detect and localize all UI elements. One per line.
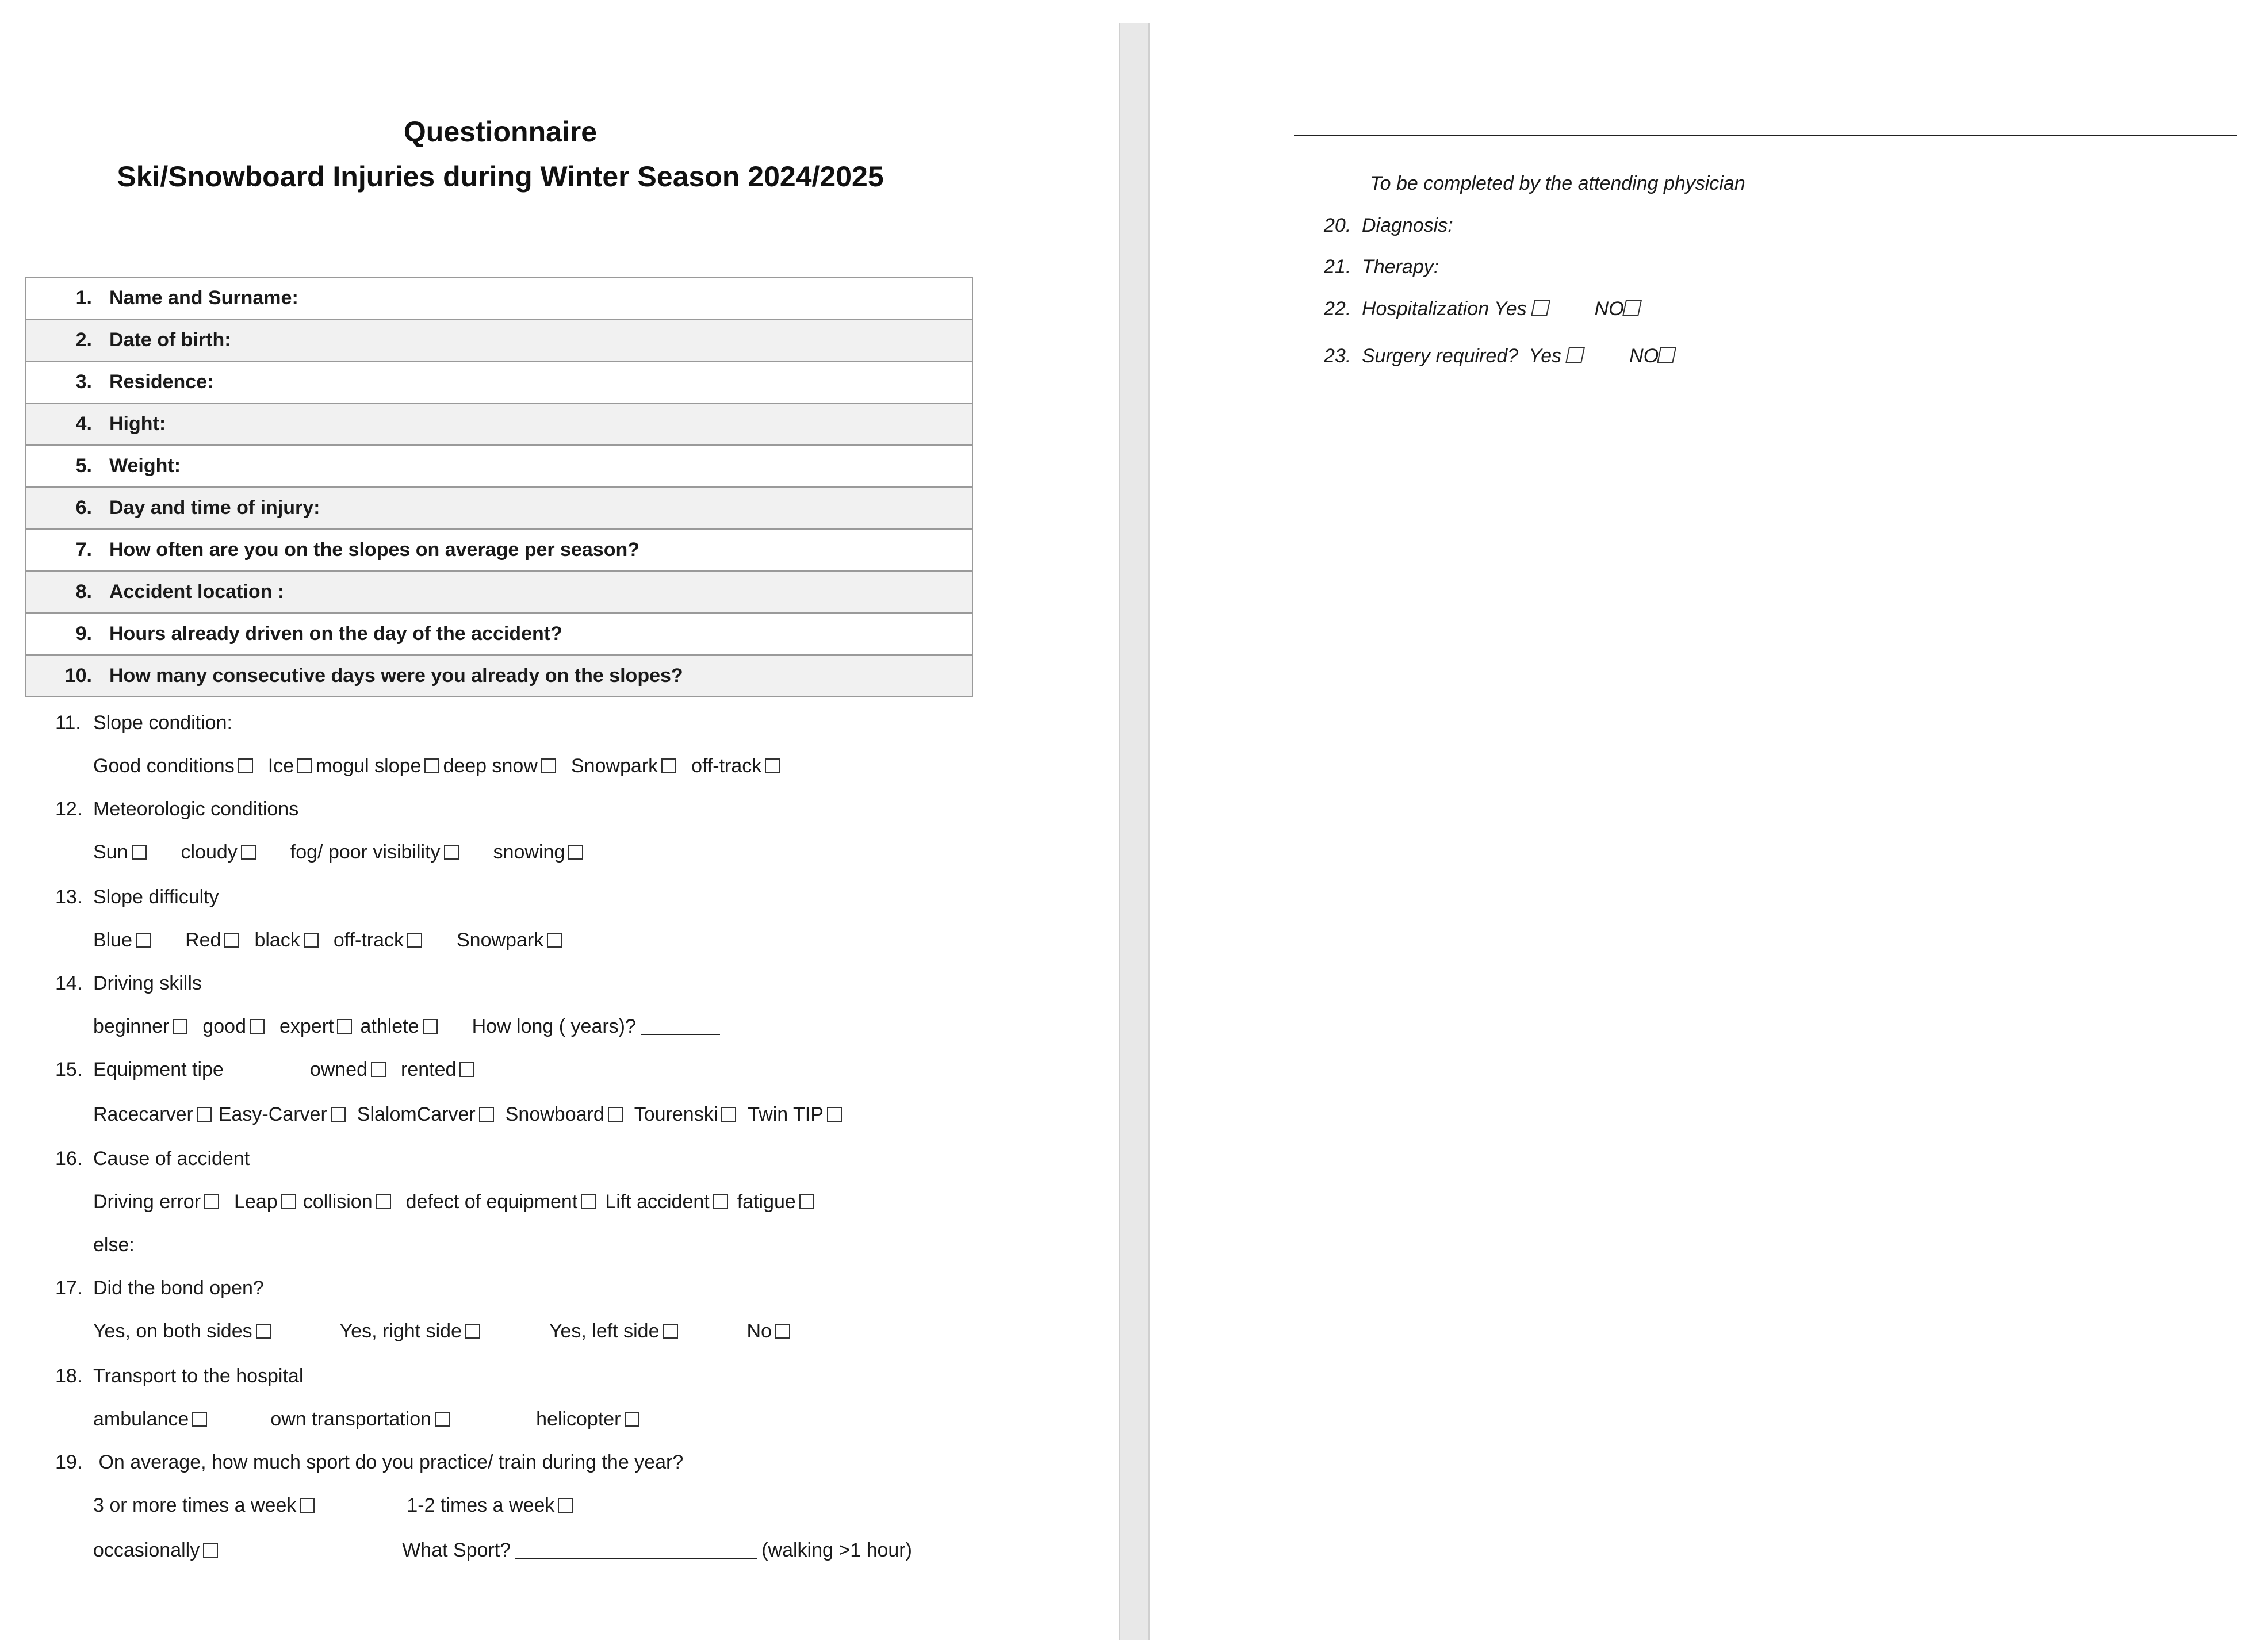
question-label: Residence: [109,371,214,393]
question-20: 20. Diagnosis: [1324,214,1453,236]
checkbox-cloudy[interactable] [241,845,256,860]
horizontal-rule [1294,135,2237,136]
question-number: 8. [75,581,92,603]
question-12: 12. Meteorologic conditions [55,798,299,820]
table-row [25,445,972,487]
checkbox-beginner[interactable] [173,1019,187,1034]
how-long-blank[interactable] [641,1034,720,1035]
page-left [0,0,1119,1652]
title-subtitle: Ski/Snowboard Injuries during Winter Season 2024/2025 [117,160,884,193]
question-13: 13. Slope difficulty [55,886,219,908]
table-row [25,403,972,445]
physician-heading: To be completed by the attending physician [1370,173,1745,194]
checkbox-ice[interactable] [297,758,312,773]
table-row [25,655,972,697]
question-16-options: Driving error Leap collision defect of equipment Lift accident fatigue [93,1191,814,1213]
checkbox-snowpark[interactable] [661,758,676,773]
question-number: 1. [75,287,92,309]
page-divider [1119,23,1150,1640]
checkbox-3-or-more[interactable] [300,1498,315,1513]
table-row [25,487,972,529]
question-label: Hight: [109,413,166,435]
checkbox-left-side[interactable] [663,1324,678,1339]
question-label: Accident location : [109,581,285,603]
checkbox-deep-snow[interactable] [541,758,556,773]
checkbox-expert[interactable] [337,1019,352,1034]
question-number: 5. [75,455,92,477]
checkbox-occasionally[interactable] [203,1543,218,1558]
question-21: 21. Therapy: [1324,256,1439,278]
checkbox-sun[interactable] [132,845,147,860]
checkbox-rented[interactable] [459,1062,474,1077]
question-19-options-row1: 3 or more times a week 1-2 times a week [93,1494,573,1517]
table-row [25,277,972,319]
question-11-options: Good conditions Ice mogul slope deep snow Snowpark off-track [93,755,780,777]
checkbox-helicopter[interactable] [625,1412,639,1427]
question-field[interactable] [25,277,972,319]
question-17: 17. Did the bond open? [55,1277,264,1299]
page-right [1148,0,2244,1652]
checkbox-ambulance[interactable] [192,1412,207,1427]
checkbox-off-track[interactable] [765,758,780,773]
question-label: Name and Surname: [109,287,298,309]
checkbox-good[interactable] [250,1019,265,1034]
checkbox-off-track-13[interactable] [407,933,422,948]
question-16: 16. Cause of accident [55,1148,250,1170]
table-row [25,319,972,361]
question-18: 18. Transport to the hospital [55,1365,304,1387]
checkbox-good-conditions[interactable] [238,758,253,773]
checkbox-fatigue[interactable] [799,1194,814,1209]
checkbox-surgery-no[interactable] [1657,347,1676,363]
checkbox-hospitalization-no[interactable] [1622,300,1642,316]
question-number: 7. [75,539,92,561]
checkbox-snowboard[interactable] [608,1107,623,1122]
checkbox-racecarver[interactable] [197,1107,212,1122]
question-11: 11. Slope condition: [55,712,232,734]
checkbox-hospitalization-yes[interactable] [1531,300,1550,316]
checkbox-twin-tip[interactable] [827,1107,842,1122]
question-15: 15. Equipment tipe owned rented [55,1059,474,1081]
checkbox-defect-equipment[interactable] [581,1194,596,1209]
question-label: Day and time of injury: [109,497,320,519]
question-number: 2. [75,329,92,351]
checkbox-black[interactable] [304,933,319,948]
question-number: 9. [75,623,92,645]
question-12-options: Sun cloudy fog/ poor visibility snowing [93,841,583,864]
checkbox-lift-accident[interactable] [713,1194,728,1209]
checkbox-1-2-times[interactable] [558,1498,573,1513]
question-14-options: beginner good expert athlete How long ( years)? [93,1015,720,1038]
question-label: Hours already driven on the day of the accident? [109,623,562,645]
checkbox-athlete[interactable] [423,1019,438,1034]
checkbox-collision[interactable] [376,1194,391,1209]
checkbox-blue[interactable] [136,933,151,948]
question-13-options: Blue Red black off-track Snowpark [93,929,562,952]
table-row [25,529,972,571]
question-16-else: else: [93,1234,135,1256]
table-row [25,613,972,655]
checkbox-slalomcarver[interactable] [479,1107,494,1122]
question-number: 4. [75,413,92,435]
question-label: Weight: [109,455,181,477]
checkbox-easy-carver[interactable] [331,1107,346,1122]
questions-table [25,277,973,697]
question-22: 22. Hospitalization Yes NO [1324,298,1640,320]
checkbox-own-transportation[interactable] [435,1412,450,1427]
question-15-options: Racecarver Easy-Carver SlalomCarver Snowboard Tourenski Twin TIP [93,1103,842,1126]
question-18-options: ambulance own transportation helicopter [93,1408,639,1431]
checkbox-mogul-slope[interactable] [424,758,439,773]
checkbox-snowpark-13[interactable] [547,933,562,948]
checkbox-both-sides[interactable] [256,1324,271,1339]
checkbox-driving-error[interactable] [204,1194,219,1209]
checkbox-red[interactable] [224,933,239,948]
checkbox-tourenski[interactable] [721,1107,736,1122]
table-row [25,571,972,613]
question-19-options-row2: occasionally What Sport? (walking >1 hour) [93,1539,912,1561]
checkbox-no[interactable] [775,1324,790,1339]
question-field[interactable] [25,655,972,697]
question-field[interactable] [25,571,972,613]
question-label: Date of birth: [109,329,231,351]
question-field[interactable] [25,487,972,529]
checkbox-fog[interactable] [444,845,459,860]
table-row [25,361,972,403]
question-number: 10. [64,665,92,687]
question-label: How many consecutive days were you already on the slopes? [109,665,683,687]
checkbox-leap[interactable] [281,1194,296,1209]
question-19: 19. On average, how much sport do you practice/ train during the year? [55,1451,684,1473]
question-field[interactable] [25,445,972,487]
question-field[interactable] [25,403,972,445]
question-field[interactable] [25,529,972,571]
checkbox-right-side[interactable] [465,1324,480,1339]
checkbox-owned[interactable] [371,1062,386,1077]
what-sport-blank[interactable] [515,1558,757,1559]
checkbox-snowing[interactable] [568,845,583,860]
question-field[interactable] [25,361,972,403]
question-label: How often are you on the slopes on average per season? [109,539,640,561]
question-14: 14. Driving skills [55,972,202,994]
question-field[interactable] [25,319,972,361]
checkbox-surgery-yes[interactable] [1565,347,1585,363]
question-number: 6. [75,497,92,519]
question-17-options: Yes, on both sides Yes, right side Yes, left side No [93,1320,790,1343]
question-23: 23. Surgery required? Yes NO [1324,345,1675,367]
question-number: 3. [75,371,92,393]
question-field[interactable] [25,613,972,655]
title-questionnaire: Questionnaire [403,116,598,148]
